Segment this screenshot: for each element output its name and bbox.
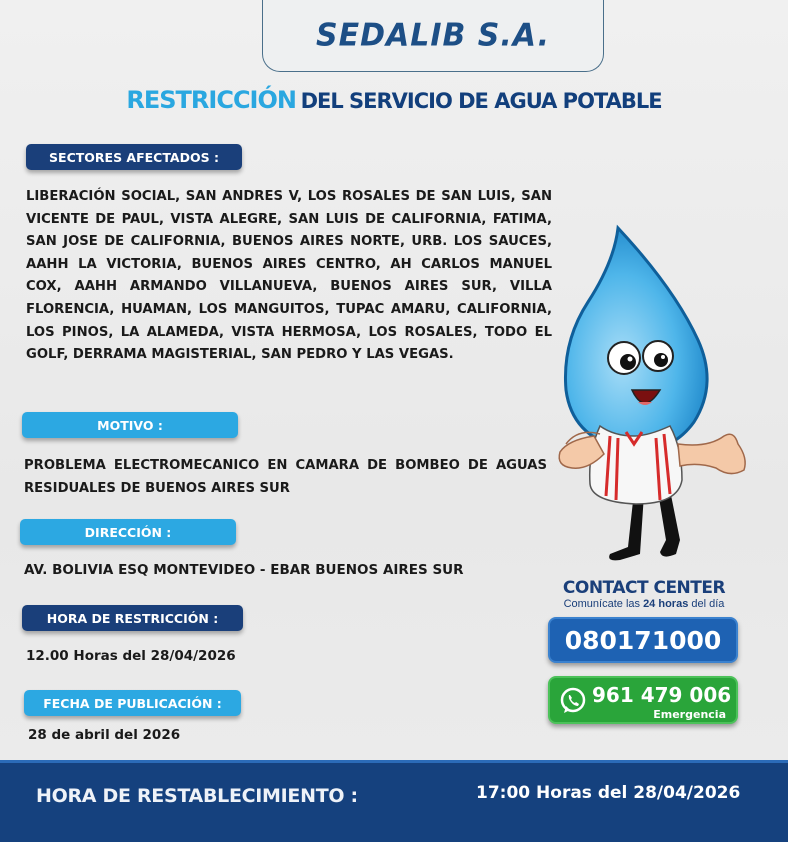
contact-sub-post: del día <box>688 598 725 610</box>
direccion-text: AV. BOLIVIA ESQ MONTEVIDEO - EBAR BUENOS AIRES SUR <box>24 562 464 578</box>
whatsapp-icon <box>558 686 588 716</box>
restablecimiento-label: HORA DE RESTABLECIMIENTO : <box>36 785 358 807</box>
contact-center-subtitle <box>548 598 740 610</box>
contact-center-title: CONTACT CENTER <box>562 578 726 598</box>
water-drop-mascot-icon <box>548 222 758 567</box>
title-highlight: RESTRICCIÓN <box>126 86 296 114</box>
motivo-text: PROBLEMA ELECTROMECANICO EN CAMARA DE BOMBEO DE AGUAS RESIDUALES DE BUENOS AIRES SUR <box>24 458 547 496</box>
whatsapp-emergency-button[interactable] <box>548 676 738 724</box>
sectores-label: SECTORES AFECTADOS : <box>26 144 242 170</box>
page-title <box>0 86 788 114</box>
contact-sub-bold: 24 horas <box>643 598 689 610</box>
footer-bar <box>0 760 788 842</box>
restablecimiento-value: 17:00 Horas del 28/04/2026 <box>476 783 741 803</box>
whatsapp-number: 961 479 006 <box>592 683 732 707</box>
motivo-label: MOTIVO : <box>22 412 238 438</box>
fecha-text: 28 de abril del 2026 <box>28 727 181 743</box>
direccion-label: DIRECCIÓN : <box>20 519 236 545</box>
hora-text: 12.00 Horas del 28/04/2026 <box>26 648 236 664</box>
logo: SEDALIB S.A. <box>316 17 550 54</box>
hora-label: HORA DE RESTRICCIÓN : <box>22 605 243 631</box>
phone-number-button[interactable]: 080171000 <box>548 617 738 663</box>
logo-box <box>262 0 604 72</box>
sectores-text: LIBERACIÓN SOCIAL, SAN ANDRES V, LOS ROSALES DE SAN LUIS, SAN VICENTE DE PAUL, VISTA ALEGRE, SAN LUIS DE CALIFORNIA, FATIMA, SAN JOSE DE CALIFORNIA, BUENOS AIRES NORTE, URB. LOS SAUCES, AAHH LA VICTORIA, BUENOS AIRES CENTRO, AH CARLOS MANUEL COX, AAHH ARMANDO VILLANUEVA, BUENOS AIRES SUR, VILLA FLORENCIA, HUAMAN, LOS MANGUITOS, TUPAC AMARU, CALIFORNIA, LOS PINOS, LA ALAMEDA, VISTA HERMOSA, LOS ROSALES, TODO EL GOLF, DERRAMA MAGISTERIAL, SAN PEDRO Y LAS VEGAS. <box>26 189 552 363</box>
fecha-label: FECHA DE PUBLICACIÓN : <box>24 690 241 716</box>
contact-sub-pre: Comunícate las <box>563 598 644 610</box>
whatsapp-label: Emergencia <box>653 708 726 721</box>
title-rest: DEL SERVICIO DE AGUA POTABLE <box>300 89 662 113</box>
